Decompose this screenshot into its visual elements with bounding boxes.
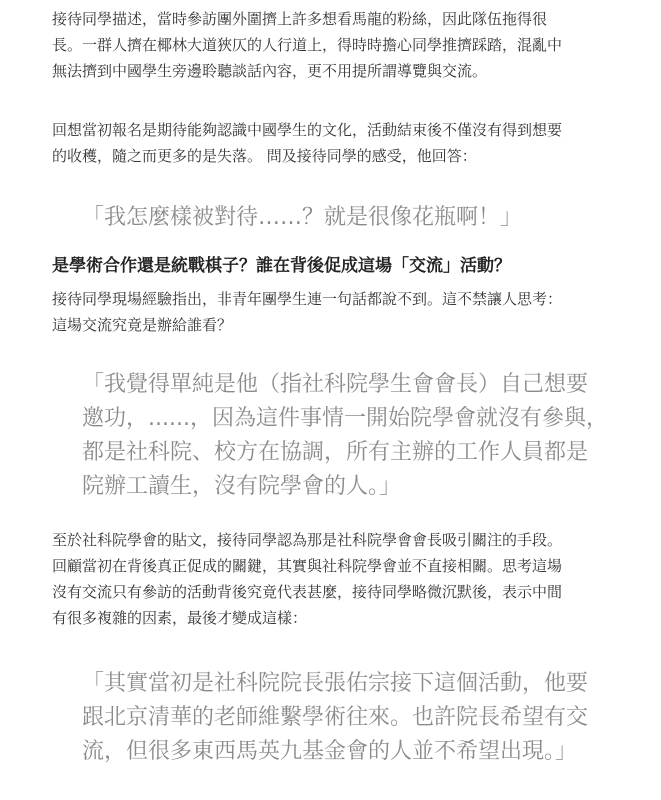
pull-quote-2 — [82, 368, 612, 504]
pull-quote-2-line-3: 都是社科院、校方在協調，所有主辦的工作人員都是 — [82, 440, 589, 465]
paragraph-1-line-1: 接待同學描述，當時參訪團外圍擠上許多想看馬龍的粉絲，因此隊伍拖得很 — [52, 10, 548, 28]
section-heading: 是學術合作還是統戰棋子？誰在背後促成這場「交流」活動？ — [52, 256, 511, 276]
paragraph-4-line-1: 至於社科院學會的貼文，接待同學認為那是社科院學會會長吸引關注的手段。 — [52, 531, 563, 549]
paragraph-1 — [52, 6, 612, 84]
paragraph-3 — [52, 286, 612, 338]
paragraph-3-line-1: 接待同學現場經驗指出，非青年團學生連一句話都說不到。這不禁讓人思考： — [52, 290, 563, 308]
paragraph-2 — [52, 117, 612, 169]
pull-quote-2-line-1: 「我覺得單純是他（指社科院學生會會長）自己想要 — [82, 372, 589, 397]
pull-quote-3 — [82, 667, 612, 769]
paragraph-2-line-1: 回想當初報名是期待能夠認識中國學生的文化，活動結束後不僅沒有得到想要 — [52, 121, 563, 139]
paragraph-4-line-3: 沒有交流只有參訪的活動背後究竟代表甚麼，接待同學略微沉默後，表示中間 — [52, 583, 563, 601]
paragraph-1-line-3: 無法擠到中國學生旁邊聆聽談話內容，更不用提所謂導覽與交流。 — [52, 62, 488, 80]
pull-quote-3-line-1: 「其實當初是社科院院長張佑宗接下這個活動，他要 — [82, 671, 589, 696]
paragraph-1-line-2: 長。一群人擠在椰林大道狹仄的人行道上，得時時擔心同學推擠踩踏，混亂中 — [52, 36, 563, 54]
pull-quote-2-line-4: 院辦工讀生，沒有院學會的人。」 — [82, 474, 402, 499]
paragraph-2-line-2: 的收穫，隨之而更多的是失落。 問及接待同學的感受，他回答： — [52, 147, 477, 165]
paragraph-3-line-2: 這場交流究竟是辦給誰看？ — [52, 316, 233, 334]
pull-quote-1 — [82, 201, 612, 235]
pull-quote-2-line-2: 邀功，......，因為這件事情一開始院學會就沒有參與， — [82, 406, 608, 431]
paragraph-4-line-4: 有很多複雜的因素，最後才變成這樣： — [52, 609, 308, 627]
pull-quote-1-line-1: 「我怎麼樣被對待……？就是很像花瓶啊！」 — [82, 205, 523, 230]
paragraph-4 — [52, 527, 612, 631]
pull-quote-3-line-3: 流，但很多東西馬英九基金會的人並不希望出現。」 — [82, 739, 578, 764]
pull-quote-3-line-2: 跟北京清華的老師維繫學術往來。也許院長希望有交 — [82, 705, 589, 730]
paragraph-4-line-2: 回顧當初在背後真正促成的關鍵，其實與社科院學會並不直接相關。思考這場 — [52, 557, 563, 575]
